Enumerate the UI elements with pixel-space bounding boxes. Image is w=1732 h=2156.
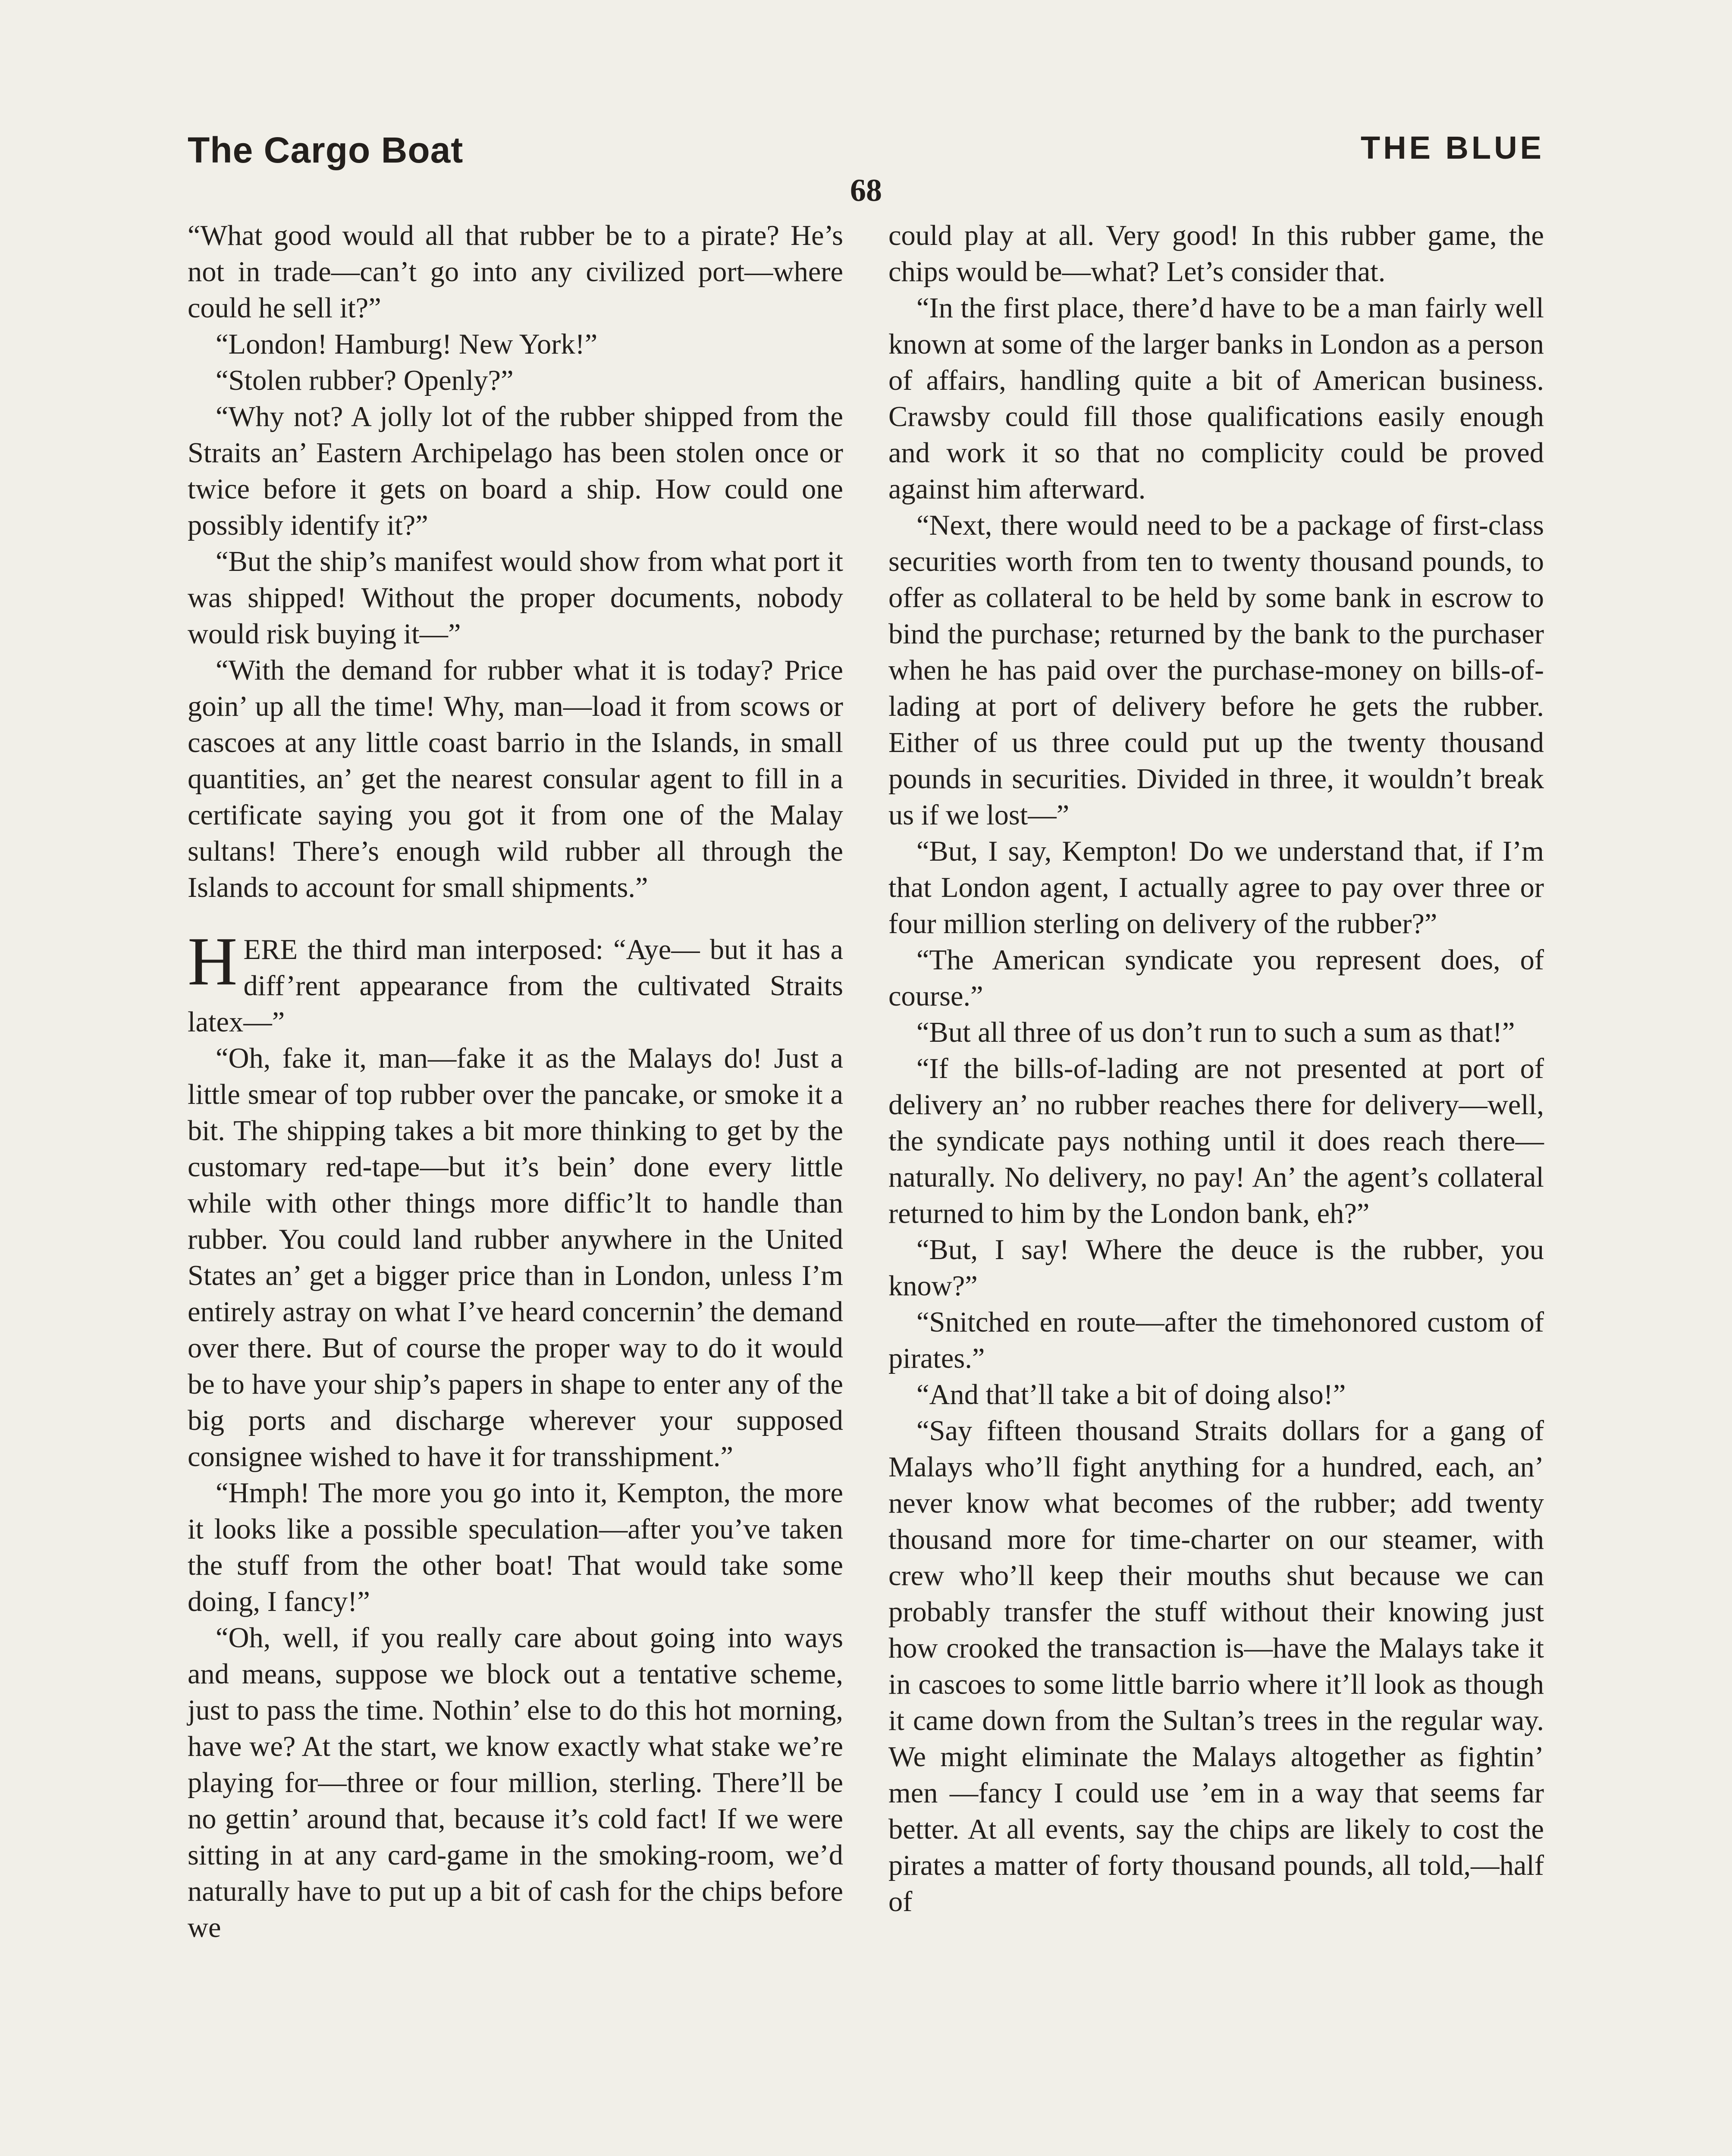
left-column (188, 218, 843, 1946)
paragraph: “But, I say, Kempton! Do we understand that, if I’m that London agent, I actually agree to pay over three or four million sterling on delivery of the rubber?” (888, 836, 1544, 940)
story-title: The Cargo Boat (188, 130, 464, 170)
paragraph: “Oh, well, if you really care about going into ways and means, suppose we block out a tentative scheme, just to pass the time. Nothin’ else to do this hot morning, have we? At the start, we know exactly what stake we’re playing for—three or four million, sterling. There’ll be no gettin’ around that, because it’s cold fact! If we were sitting in at any card-game in the smoking-room, we’d naturally have to put up a bit of cash for the chips before we (188, 1622, 843, 1943)
magazine-title: THE BLUE (1361, 130, 1544, 166)
section-paragraph (188, 923, 843, 1040)
paragraph: could play at all. Very good! In this rubber game, the chips would be—what? Let’s consider that. (888, 220, 1544, 288)
page-number: 68 (850, 173, 882, 208)
paragraph: “But, I say! Where the deuce is the rubber, you know?” (888, 1234, 1544, 1302)
drop-cap: H (188, 923, 238, 1000)
paragraph: “And that’ll take a bit of doing also!” (916, 1379, 1346, 1410)
paragraph: “Snitched en route—after the timehonored custom of pirates.” (888, 1307, 1544, 1374)
section-text: ERE the third man interposed: “Aye— but it has a diff’rent appearance from the cultivated Straits latex—” (188, 934, 843, 1038)
paragraph: “If the bills-of-lading are not presented at port of delivery an’ no rubber reaches there for delivery—well, the syndicate pays nothing until it does reach there— naturally. No delivery, no pay! An’ the agent’s collateral returned to him by the London bank, eh?” (888, 1053, 1544, 1229)
paragraph: “Oh, fake it, man—fake it as the Malays do! Just a little smear of top rubber over the pancake, or smoke it a bit. The shipping takes a bit more thinking to get by the customary red-tape—but it’s bein’ done every little while with other things more diffic’lt to handle than rubber. You could land rubber anywhere in the United States an’ get a bigger price than in London, unless I’m entirely astray on what I’ve heard concernin’ the demand over there. But of course the proper way to do it would be to have your ship’s papers in shape to enter any of the big ports and discharge wherever your supposed consignee wished to have it for transshipment.” (188, 1043, 843, 1473)
paragraph: “But all three of us don’t run to such a sum as that!” (916, 1017, 1515, 1048)
right-column (888, 218, 1544, 1920)
paragraph: “Next, there would need to be a package of first-class securities worth from ten to twenty thousand pounds, to offer as collateral to be held by some bank in escrow to bind the purchase; returned by the bank to the purchaser when he has paid over the purchase-money on bills-of-lading at port of delivery before he gets the rubber. Either of us three could put up the twenty thousand pounds in securities. Divided in three, it wouldn’t break us if we lost—” (888, 510, 1544, 831)
paragraph: “Stolen rubber? Openly?” (216, 365, 514, 396)
paragraph: “Say fifteen thousand Straits dollars for a gang of Malays who’ll fight anything for a hundred, each, an’ never know what becomes of the rubber; add twenty thousand more for time-charter on our steamer, with crew who’ll keep their mouths shut because we can probably transfer the stuff without their knowing just how crooked the transaction is—have the Malays take it in cascoes to some little barrio where it’ll look as though it came down from the Sultan’s trees in the regular way. We might eliminate the Malays altogether as fightin’ men —fancy I could use ’em in a way that seems far better. At all events, say the chips are likely to cost the pirates a matter of forty thousand pounds, all told,—half of (888, 1415, 1544, 1918)
paragraph: “The American syndicate you represent does, of course.” (888, 944, 1544, 1012)
paragraph: “With the demand for rubber what it is today? Price goin’ up all the time! Why, man—load it from scows or cascoes at any little coast barrio in the Islands, in small quantities, an’ get the nearest consular agent to fill in a certificate saying you got it from one of the Malay sultans! There’s enough wild rubber all through the Islands to account for small shipments.” (188, 655, 843, 903)
paragraph: “Hmph! The more you go into it, Kempton, the more it looks like a possible speculation—after you’ve taken the stuff from the other boat! That would take some doing, I fancy!” (188, 1477, 843, 1617)
paragraph: “What good would all that rubber be to a pirate? He’s not in trade—can’t go into any civilized port—where could he sell it?” (188, 220, 843, 324)
paragraph: “But the ship’s manifest would show from what port it was shipped! Without the proper documents, nobody would risk buying it—” (188, 546, 843, 650)
paragraph: “In the first place, there’d have to be a man fairly well known at some of the larger banks in London as a person of affairs, handling quite a bit of American business. Crawsby could fill those qualifications easily enough and work it so that no complicity could be proved against him afterward. (888, 292, 1544, 505)
paragraph: “Why not? A jolly lot of the rubber shipped from the Straits an’ Eastern Archipelago has been stolen once or twice before it gets on board a ship. How could one possibly identify it?” (188, 401, 843, 541)
paragraph: “London! Hamburg! New York!” (216, 329, 598, 360)
